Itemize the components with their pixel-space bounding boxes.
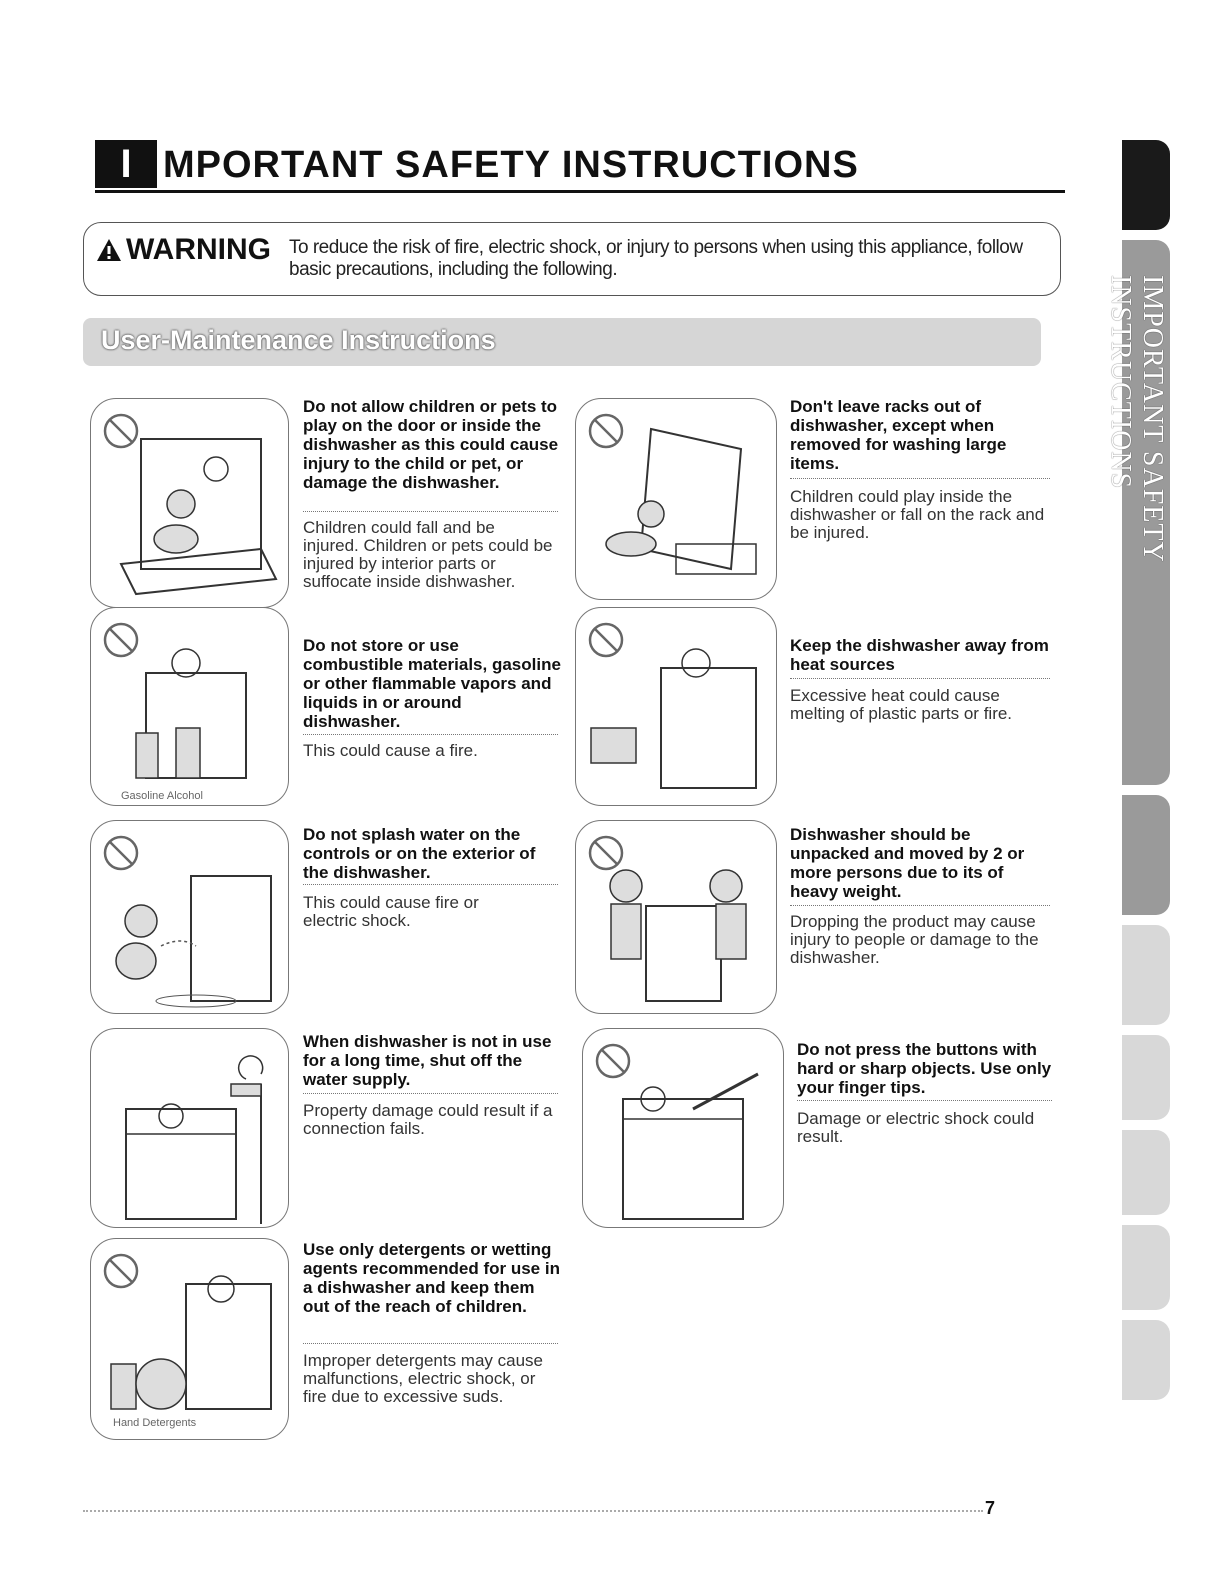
illustration-frame	[582, 1028, 784, 1228]
heater-icon	[586, 633, 771, 798]
flammable-liquids-icon	[116, 633, 281, 783]
separator	[790, 905, 1050, 906]
title-initial: I	[95, 140, 157, 188]
side-tab-2[interactable]	[1122, 795, 1170, 915]
warning-triangle-icon	[96, 237, 122, 263]
children-playing-icon	[111, 429, 281, 599]
item-heading: Do not press the buttons with hard or sharp objects. Use only your finger tips.	[797, 1040, 1052, 1097]
item-body: Children could fall and be injured. Children or pets could be injured by interior parts or suffocate inside dishwasher.	[303, 518, 553, 591]
illustration-frame	[90, 1238, 289, 1440]
item-heading: Use only detergents or wetting agents recommended for use in a dishwasher and keep them out of the reach of children.	[303, 1240, 560, 1316]
separator	[303, 734, 558, 735]
warning-label: WARNING	[126, 233, 271, 266]
separator	[797, 1100, 1052, 1101]
item-heading: When dishwasher is not in use for a long time, shut off the water supply.	[303, 1032, 552, 1089]
warning-box	[83, 222, 1061, 296]
side-tab-label: IMPORTANT SAFETY INSTRUCTIONS	[1105, 275, 1168, 562]
item-heading: Dishwasher should be unpacked and moved by 2 or more persons due to its of heavy weight.	[790, 825, 1025, 901]
separator	[303, 1093, 558, 1094]
side-tab-top[interactable]	[1122, 140, 1170, 230]
separator	[303, 884, 558, 885]
side-tab-7[interactable]	[1122, 1320, 1170, 1400]
separator	[303, 1343, 558, 1344]
page-title	[95, 140, 1065, 193]
item-body: Excessive heat could cause melting of plastic parts or fire.	[790, 686, 1013, 723]
page-number: 7	[985, 1498, 996, 1518]
side-tab-4[interactable]	[1122, 1035, 1170, 1120]
illustration-frame	[90, 1028, 289, 1228]
separator	[790, 678, 1050, 679]
illustration-frame	[90, 607, 289, 806]
item-heading: Do not splash water on the controls or on the exterior of the dishwasher.	[303, 825, 536, 882]
item-body: Dropping the product may cause injury to people or damage to the dishwasher.	[790, 912, 1039, 967]
item-body: Children could play inside the dishwasher or fall on the rack and be injured.	[790, 487, 1045, 542]
side-tab-5[interactable]	[1122, 1130, 1170, 1215]
illustration-frame	[575, 398, 777, 600]
separator	[303, 511, 558, 512]
item-heading: Do not store or use combustible materials, gasoline or other flammable vapors and liquids in or around dishwasher.	[303, 636, 561, 731]
item-body: Damage or electric shock could result.	[797, 1109, 1035, 1146]
item-heading: Do not allow children or pets to play on the door or inside the dishwasher as this could cause injury to the child or pet, or damage the dishwasher.	[303, 397, 559, 492]
item-body: This could cause a fire.	[303, 741, 478, 760]
separator	[790, 478, 1050, 479]
item-body: Improper detergents may cause malfunctions, electric shock, or fire due to excessive suds.	[303, 1351, 544, 1406]
warning-label-group	[96, 233, 271, 267]
title-text: MPORTANT SAFETY INSTRUCTIONS	[163, 144, 859, 186]
side-tab-3[interactable]	[1122, 925, 1170, 1025]
detergent-bottles-icon	[106, 1264, 281, 1414]
item-body: Property damage could result if a connection fails.	[303, 1101, 553, 1138]
child-on-rack-icon	[591, 419, 771, 594]
item-body: This could cause fire or electric shock.	[303, 893, 479, 930]
illustration-caption: Hand Detergents	[113, 1417, 197, 1429]
two-movers-icon	[591, 856, 766, 1006]
illustration-frame	[575, 820, 777, 1014]
section-header	[83, 318, 1041, 366]
side-tab-6[interactable]	[1122, 1225, 1170, 1310]
item-heading: Don't leave racks out of dishwasher, except when removed for washing large items.	[790, 397, 1007, 473]
illustration-frame	[90, 398, 289, 608]
item-heading: Keep the dishwasher away from heat sources	[790, 636, 1049, 674]
section-title: User-Maintenance Instructions	[101, 325, 496, 355]
illustration-frame	[90, 820, 289, 1014]
warning-text: To reduce the risk of fire, electric shock, or injury to persons when using this appliance, follow basic precautions, including the following.	[289, 237, 1023, 280]
illustration-frame	[575, 607, 777, 806]
footer-rule	[83, 1510, 983, 1512]
illustration-caption: Gasoline Alcohol	[121, 790, 203, 802]
water-valve-icon	[111, 1054, 281, 1224]
sharp-object-icon	[608, 1069, 778, 1224]
water-splash-icon	[96, 851, 281, 1011]
